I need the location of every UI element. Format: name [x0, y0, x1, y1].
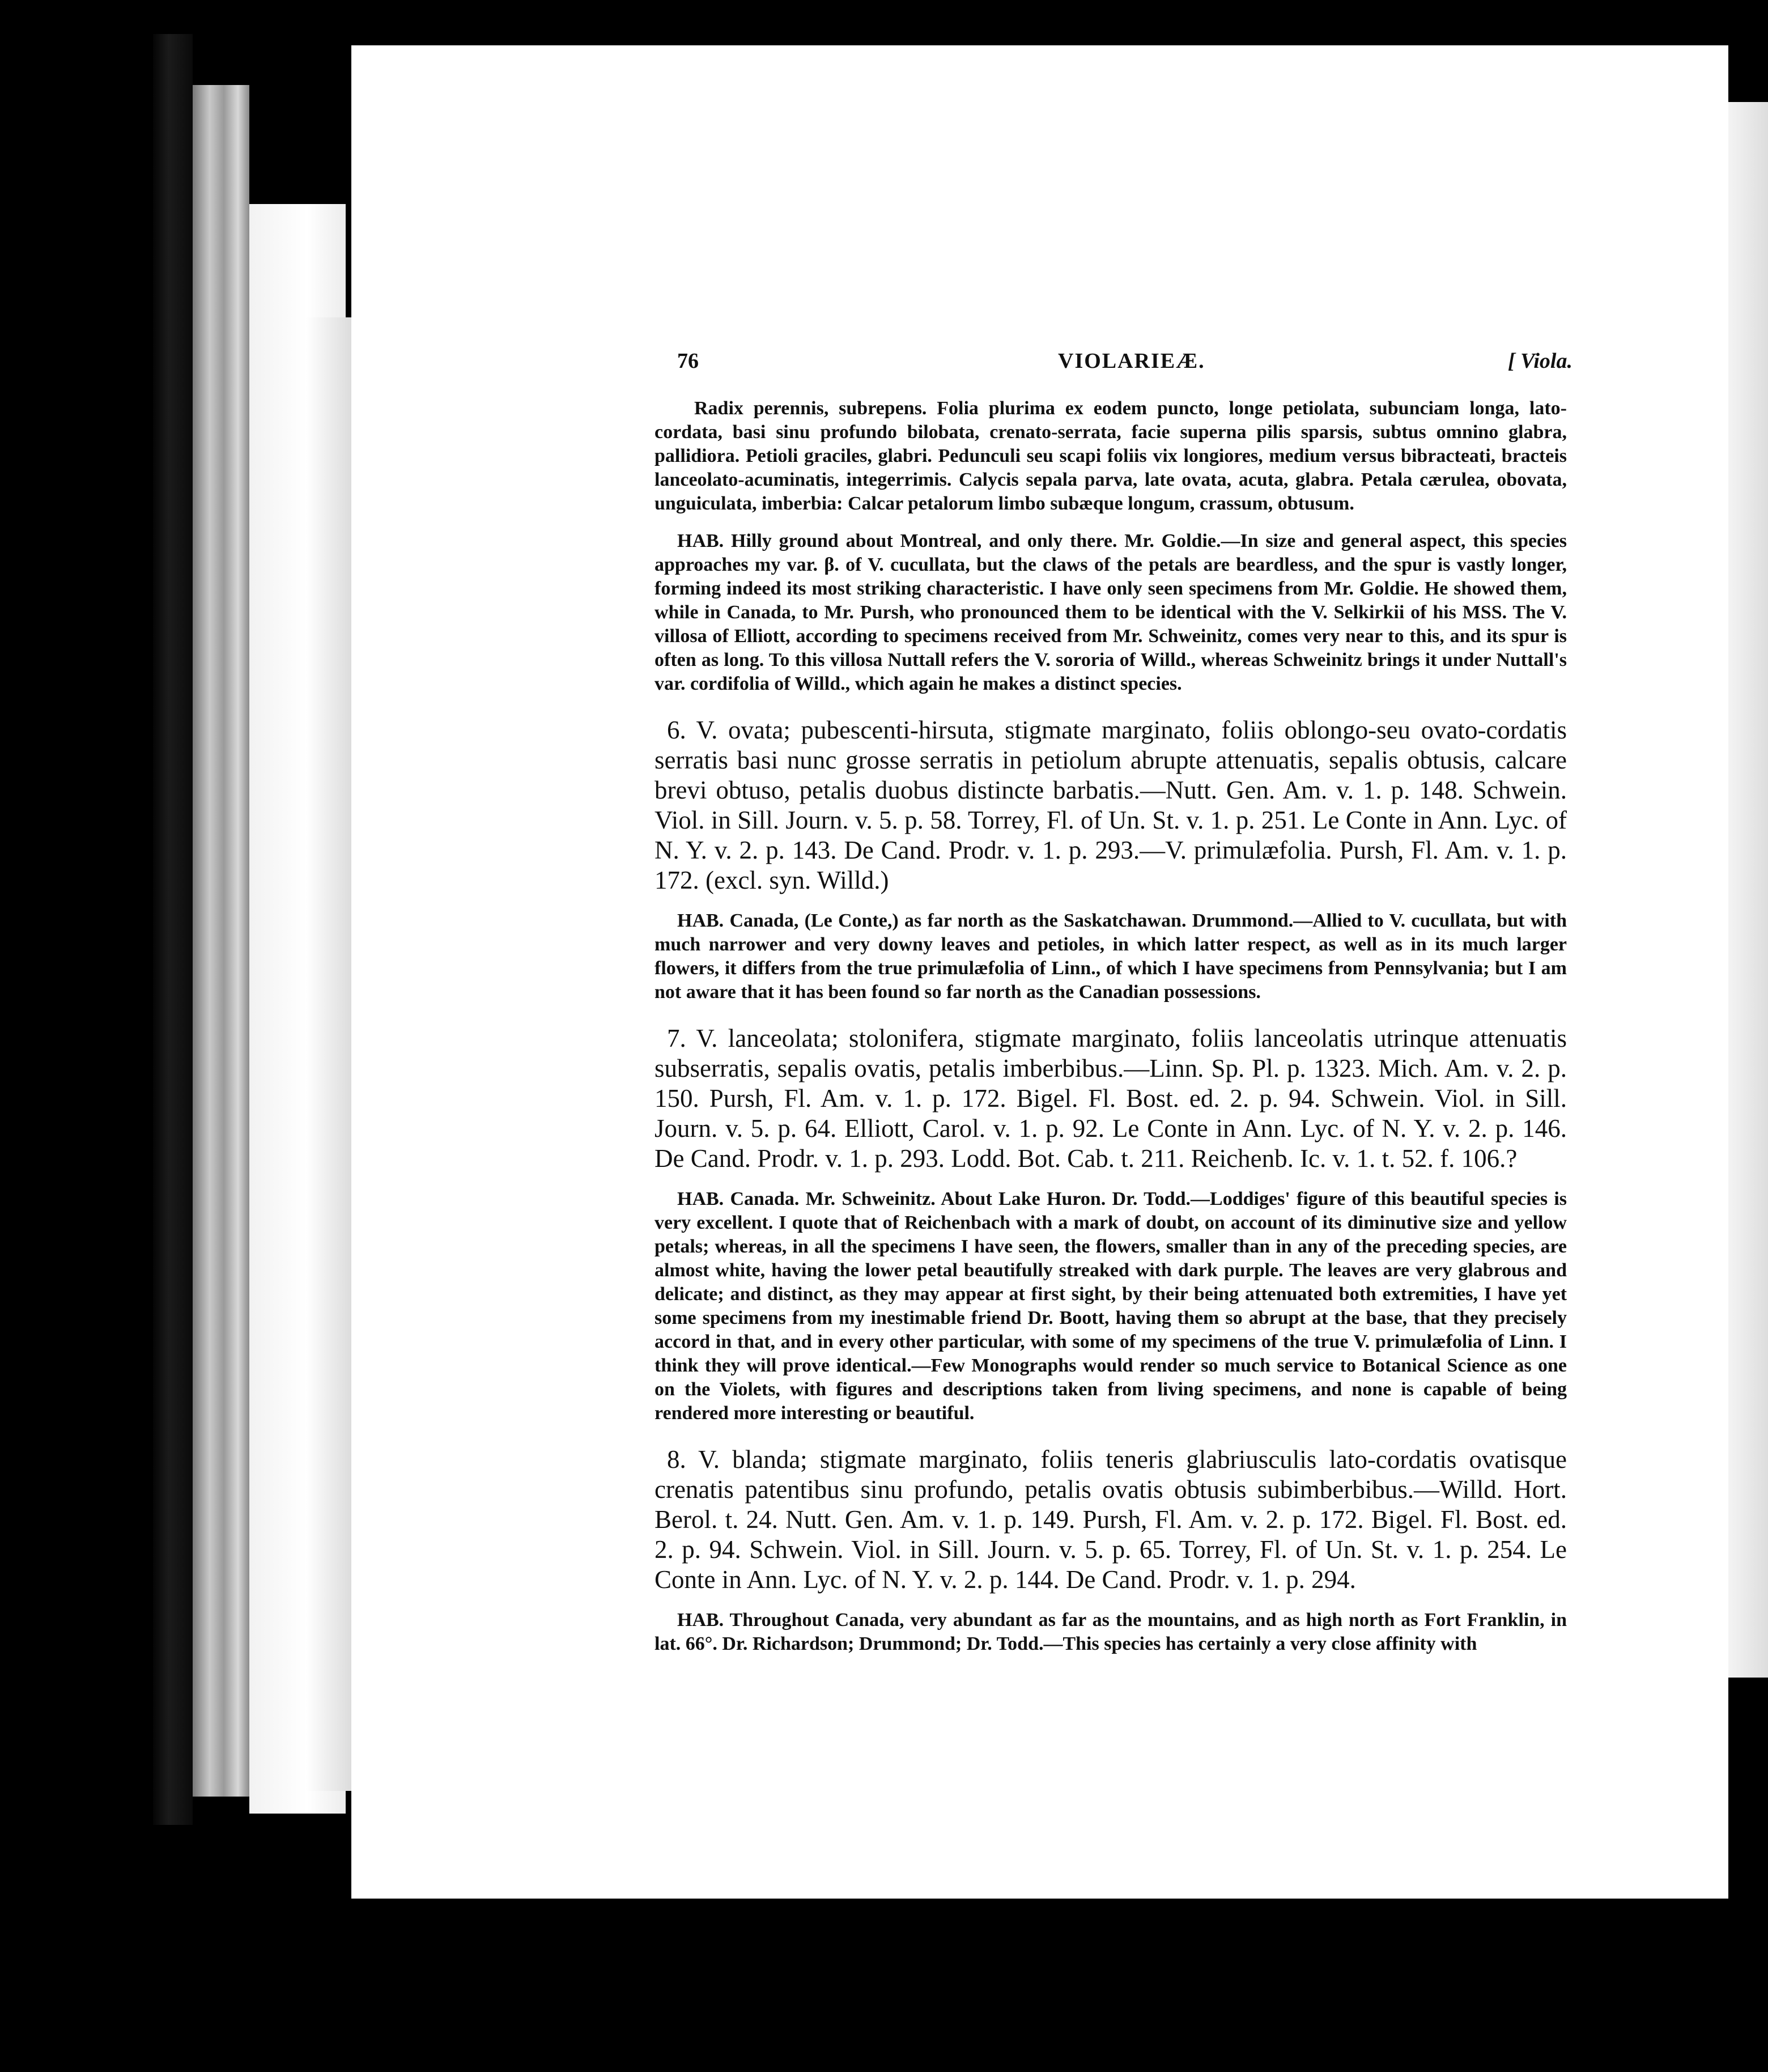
text-column [654, 397, 1567, 1675]
book-spine-shadow [153, 34, 193, 1825]
genus-label: [ Viola. [1507, 349, 1572, 373]
species-entry: 8. V. blanda; stigmate marginato, foliis teneris glabriusculis lato-cordatis ovatisque crenatis patentibus sinu profundo, petalis ovatis obtusis subimberbibus.—Willd. Hort. Berol. t. 24. Nutt. Gen. Am. v. 1. p. 149. Pursh, Fl. Am. v. 2. p. 172. Bigel. Fl. Bost. ed. 2. p. 94. Schwein. Viol. in Sill. Journ. v. 5. p. 65. Torrey, Fl. of Un. St. v. 1. p. 254. Le Conte in Ann. Lyc. of N. Y. v. 2. p. 144. De Cand. Prodr. v. 1. p. 294. [654, 1445, 1567, 1594]
species-entry: 6. V. ovata; pubescenti-hirsuta, stigmate marginato, foliis oblongo-seu ovato-cordatis serratis basi nunc grosse serratis in petiolum abrupte attenuatis, sepalis obtusis, calcare brevi obtuso, petalis duobus distincte barbatis.—Nutt. Gen. Am. v. 1. p. 148. Schwein. Viol. in Sill. Journ. v. 5. p. 58. Torrey, Fl. of Un. St. v. 1. p. 251. Le Conte in Ann. Lyc. of N. Y. v. 2. p. 143. De Cand. Prodr. v. 1. p. 293.—V. primulæfolia. Pursh, Fl. Am. v. 1. p. 172. (excl. syn. Willd.) [654, 716, 1567, 894]
habitat-note: HAB. Canada. Mr. Schweinitz. About Lake Huron. Dr. Todd.—Loddiges' figure of this beautiful species is very excellent. I quote that of Reichenbach with a mark of doubt, on account of its diminutive size and yellow petals; whereas, in all the specimens I have seen, the flowers, smaller than in any of the preceding species, are almost white, having the lower petal beautifully streaked with dark purple. The leaves are very glabrous and delicate; and distinct, as they may appear at first sight, by their being attenuated both extremities, I have yet some specimens from my inestimable friend Dr. Boott, having them so abrupt at the base, that they precisely accord in that, and in every other particular, with some of my specimens of the true V. primulæfolia of Linn. I think they will prove identical.—Few Monographs would render so much service to Botanical Science as one on the Violets, with figures and descriptions taken from living specimens, and none is capable of being rendered more interesting or beautiful. [654, 1188, 1567, 1424]
section-title: VIOLARIEÆ. [1058, 349, 1205, 373]
book-binding [193, 85, 249, 1797]
habitat-note: HAB. Hilly ground about Montreal, and only there. Mr. Goldie.—In size and general aspect, this species approaches my var. β. of V. cucullata, but the claws of the petals are beardless, and the spur is vastly longer, forming indeed its most striking characteristic. I have only seen specimens from Mr. Goldie. He showed them, while in Canada, to Mr. Pursh, who pronounced them to be identical with the V. Selkirkii of his MSS. The V. villosa of Elliott, according to specimens received from Mr. Schweinitz, comes very near to this, and its spur is often as long. To this villosa Nuttall refers the V. sororia of Willd., whereas Schweinitz brings it under Nuttall's var. cordifolia of Willd., which again he makes a distinct species. [654, 530, 1567, 694]
running-header [677, 349, 1572, 383]
species-entry: 7. V. lanceolata; stolonifera, stigmate marginato, foliis lanceolatis utrinque attenuatis subserratis, sepalis ovatis, petalis imberbibus.—Linn. Sp. Pl. p. 1323. Mich. Am. v. 2. p. 150. Pursh, Fl. Am. v. 1. p. 172. Bigel. Fl. Bost. ed. 2. p. 94. Schwein. Viol. in Sill. Journ. v. 5. p. 64. Elliott, Carol. v. 1. p. 92. Le Conte in Ann. Lyc. of N. Y. v. 2. p. 146. De Cand. Prodr. v. 1. p. 293. Lodd. Bot. Cab. t. 211. Reichenb. Ic. v. 1. t. 52. f. 106.? [654, 1024, 1567, 1173]
habitat-note: HAB. Throughout Canada, very abundant as far as the mountains, and as high north as Fort Franklin, in lat. 66°. Dr. Richardson; Drummond; Dr. Todd.—This species has certainly a very close affinity with [654, 1610, 1567, 1654]
page-number: 76 [677, 349, 699, 373]
radix-description: Radix perennis, subrepens. Folia plurima ex eodem puncto, longe petiolata, subunciam longa, lato-cordata, basi sinu profundo bilobata, crenato-serrata, facie superna pilis sparsis, subtus omnino glabra, pallidiora. Petioli graciles, glabri. Pedunculi seu scapi foliis vix longiores, medium versus bibracteati, bracteis lanceolato-acuminatis, integerrimis. Calycis sepala parva, late ovata, acuta, glabra. Petala cærulea, obovata, unguiculata, imberbia: Calcar petalorum limbo subæque longum, crassum, obtusum. [654, 398, 1567, 514]
habitat-note: HAB. Canada, (Le Conte,) as far north as the Saskatchawan. Drummond.—Allied to V. cucullata, but with much narrower and very downy leaves and petioles, in which latter respect, as well as in its much larger flowers, it differs from the true primulæfolia of Linn., of which I have specimens from Pennsylvania; but I am not aware that it has been found so far north as the Canadian possessions. [654, 910, 1567, 1003]
gutter-shade [306, 317, 351, 1791]
